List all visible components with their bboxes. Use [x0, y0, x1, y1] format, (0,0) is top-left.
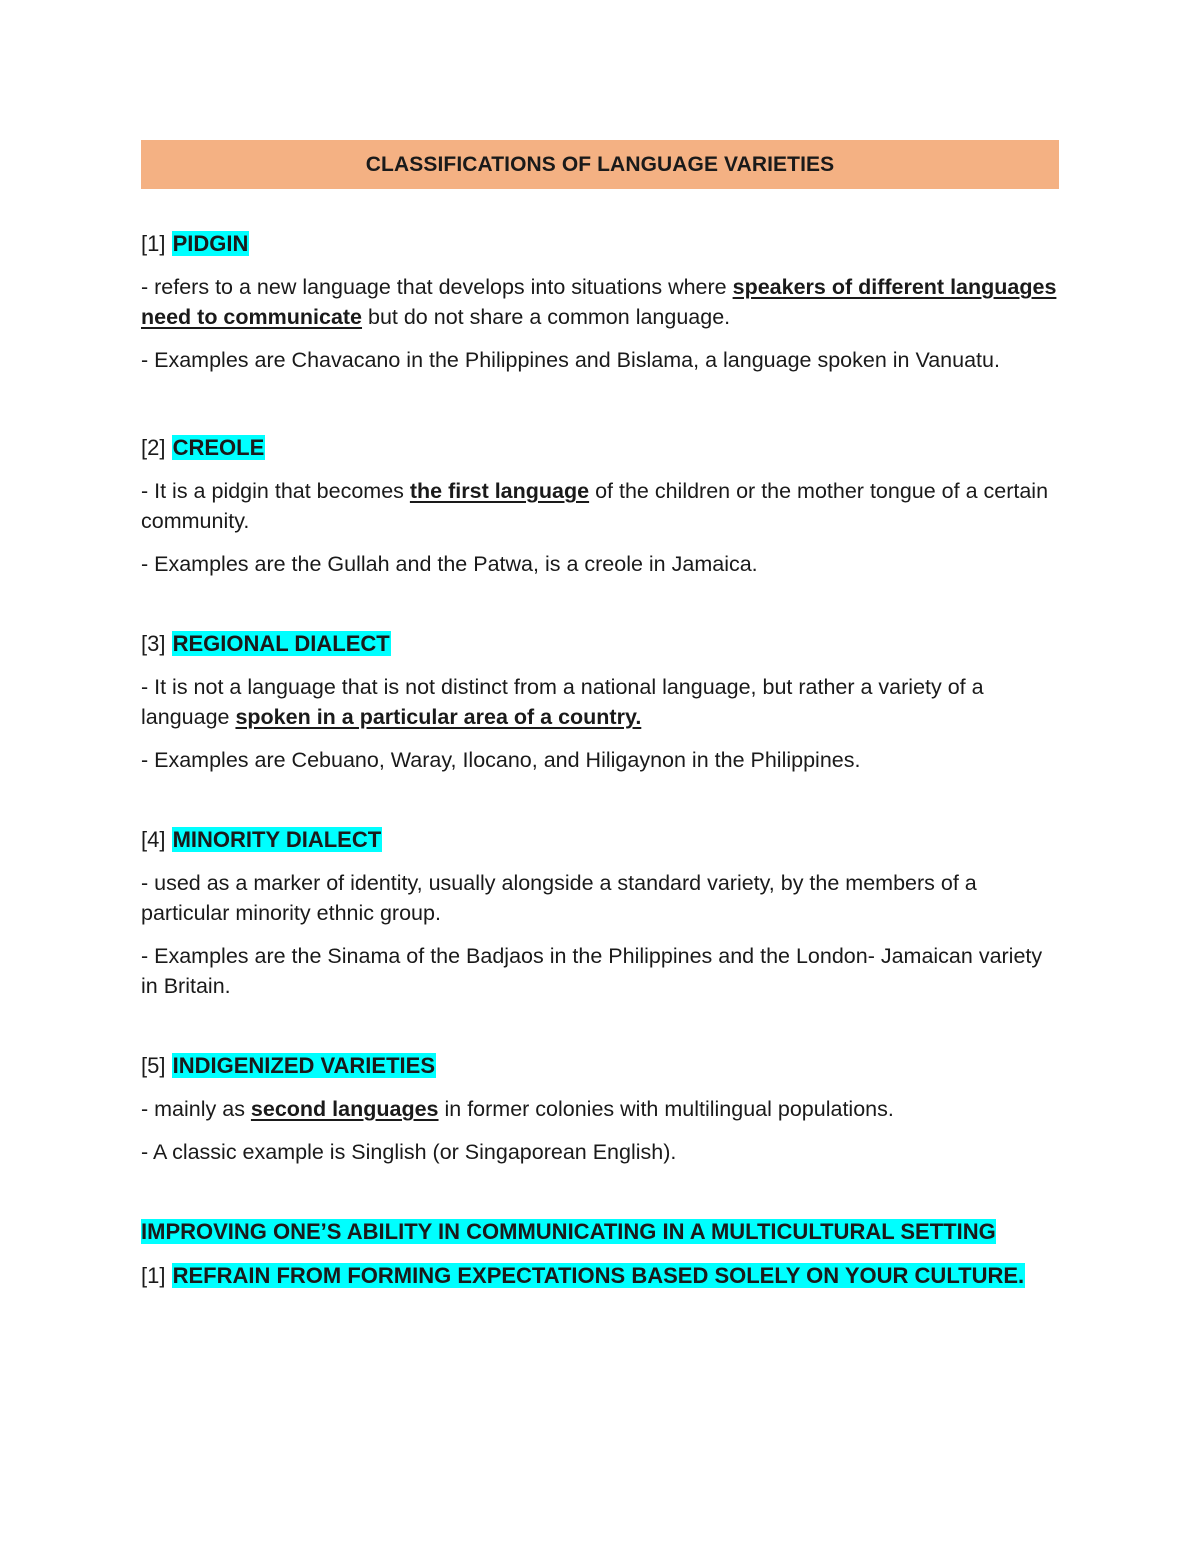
examples-paragraph: - Examples are Chavacano in the Philippines and Bislama, a language spoken in Vanuatu.	[141, 348, 1000, 372]
section-number: [5]	[141, 1053, 166, 1078]
definition-text: - refers to a new language that develops into situations where	[141, 275, 733, 299]
examples-paragraph: - Examples are the Sinama of the Badjaos in the Philippines and the London- Jamaican variety in Britain.	[141, 944, 1043, 998]
emphasized-text: spoken in a particular area of a country.	[235, 705, 642, 729]
definition-text: - mainly as	[141, 1097, 251, 1121]
section-creole	[141, 433, 1059, 579]
section-improving-communication	[141, 1217, 1059, 1291]
item-number: [1]	[141, 1263, 166, 1288]
section-number: [4]	[141, 827, 166, 852]
emphasized-text: second languages	[250, 1097, 439, 1121]
document-title-bar	[141, 140, 1059, 189]
examples-paragraph: - Examples are Cebuano, Waray, Ilocano, and Hiligaynon in the Philippines.	[141, 748, 861, 772]
document-title: CLASSIFICATIONS OF LANGUAGE VARIETIES	[365, 152, 835, 176]
definition-text-end: of the children or the mother tongue of a certain community.	[141, 479, 1049, 533]
definition-paragraph	[141, 476, 1059, 536]
section-title: REGIONAL DIALECT	[172, 631, 390, 656]
section-number: [3]	[141, 631, 166, 656]
improving-item	[141, 1261, 1059, 1291]
definition-text-end: in former colonies with multilingual populations.	[438, 1097, 894, 1121]
examples-paragraph: - A classic example is Singlish (or Singaporean English).	[141, 1140, 677, 1164]
definition-paragraph	[141, 1094, 1059, 1124]
section-title: MINORITY DIALECT	[172, 827, 382, 852]
improving-heading	[141, 1217, 1059, 1247]
section-minority-dialect	[141, 825, 1059, 1001]
section-heading	[141, 629, 1059, 659]
emphasized-text: speakers of different languages need to communicate	[141, 275, 1057, 329]
definition-text: - It is not a language that is not distinct from a national language, but rather a variety of a language	[141, 675, 984, 729]
section-heading	[141, 1051, 1059, 1081]
section-heading	[141, 825, 1059, 855]
emphasized-text: the first language	[409, 479, 590, 503]
definition-paragraph	[141, 672, 1059, 732]
section-heading	[141, 433, 1059, 463]
improving-heading-text: IMPROVING ONE’S ABILITY IN COMMUNICATING IN A MULTICULTURAL SETTING	[141, 1219, 996, 1244]
definition-text-end: but do not share a common language.	[362, 305, 731, 329]
section-number: [2]	[141, 435, 166, 460]
section-title: INDIGENIZED VARIETIES	[172, 1053, 435, 1078]
examples-paragraph: - Examples are the Gullah and the Patwa, is a creole in Jamaica.	[141, 552, 758, 576]
section-regional-dialect	[141, 629, 1059, 775]
definition-paragraph: - used as a marker of identity, usually alongside a standard variety, by the members of a particular minority ethnic group.	[141, 871, 977, 925]
section-heading	[141, 229, 1059, 259]
item-text: REFRAIN FROM FORMING EXPECTATIONS BASED SOLELY ON YOUR CULTURE.	[172, 1263, 1025, 1288]
section-number: [1]	[141, 231, 166, 256]
section-title: CREOLE	[172, 435, 265, 460]
section-indigenized-varieties	[141, 1051, 1059, 1167]
definition-text: - It is a pidgin that becomes	[141, 479, 410, 503]
document-page	[141, 140, 1059, 1304]
section-title: PIDGIN	[172, 231, 249, 256]
definition-paragraph	[141, 272, 1059, 332]
section-pidgin	[141, 229, 1059, 375]
